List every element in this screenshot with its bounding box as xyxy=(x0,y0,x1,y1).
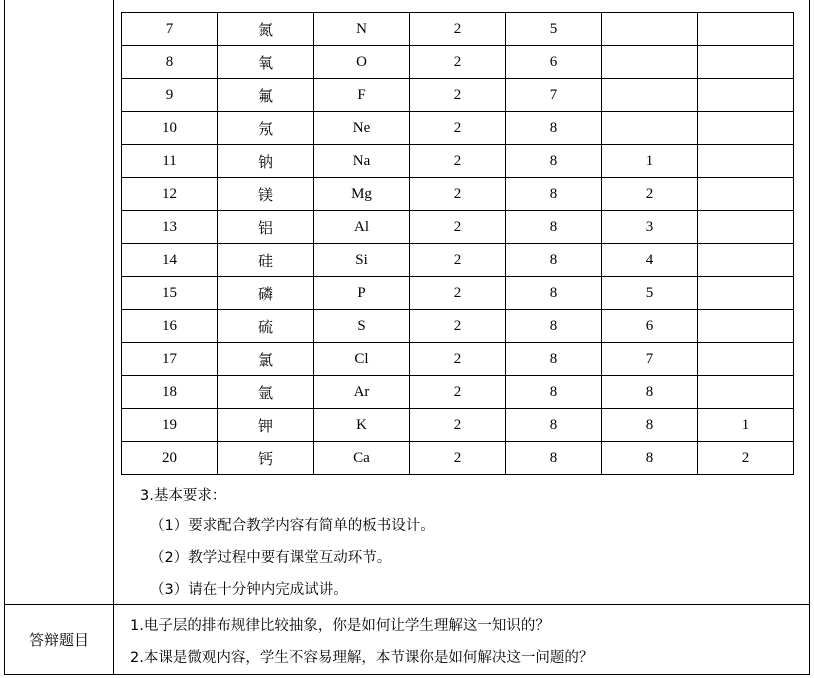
table-cell: 硫 xyxy=(218,310,314,343)
table-cell xyxy=(698,211,794,244)
electron-shell-table xyxy=(121,12,794,475)
table-cell: 8 xyxy=(506,409,602,442)
table-cell: 钾 xyxy=(218,409,314,442)
defense-label: 答辩题目 xyxy=(28,630,89,649)
left-label-column xyxy=(5,0,114,674)
table-cell: 2 xyxy=(698,442,794,475)
requirement-item: （2）教学过程中要有课堂互动环节。 xyxy=(150,550,392,566)
table-cell: 硅 xyxy=(218,244,314,277)
table-cell: N xyxy=(314,13,410,46)
table-cell: 2 xyxy=(410,310,506,343)
table-cell: 6 xyxy=(506,46,602,79)
table-row xyxy=(122,343,794,376)
table-cell: 5 xyxy=(506,13,602,46)
table-cell: 1 xyxy=(698,409,794,442)
table-cell: 2 xyxy=(410,442,506,475)
table-cell: 19 xyxy=(122,409,218,442)
table-cell: 7 xyxy=(122,13,218,46)
defense-question: 1.电子层的排布规律比较抽象，你是如何让学生理解这一知识的？ xyxy=(130,618,550,634)
table-cell xyxy=(698,112,794,145)
table-cell: F xyxy=(314,79,410,112)
table-cell: 7 xyxy=(602,343,698,376)
table-cell: 镁 xyxy=(218,178,314,211)
table-cell: 8 xyxy=(506,145,602,178)
table-cell: 钠 xyxy=(218,145,314,178)
table-cell: 8 xyxy=(602,442,698,475)
table-cell: 9 xyxy=(122,79,218,112)
table-cell: 2 xyxy=(410,178,506,211)
table-cell: 4 xyxy=(602,244,698,277)
table-cell: 8 xyxy=(506,277,602,310)
row-divider xyxy=(5,604,809,605)
table-cell: 8 xyxy=(506,343,602,376)
table-cell: 氧 xyxy=(218,46,314,79)
table-cell: Ne xyxy=(314,112,410,145)
table-cell: 1 xyxy=(602,145,698,178)
table-cell: Na xyxy=(314,145,410,178)
table-cell: Cl xyxy=(314,343,410,376)
table-cell: 氩 xyxy=(218,376,314,409)
table-cell: 8 xyxy=(506,178,602,211)
table-cell: 16 xyxy=(122,310,218,343)
table-cell: 8 xyxy=(506,211,602,244)
table-cell: 3 xyxy=(602,211,698,244)
table-cell xyxy=(602,112,698,145)
table-cell: 2 xyxy=(410,13,506,46)
table-row xyxy=(122,442,794,475)
table-cell: 氟 xyxy=(218,79,314,112)
table-cell: Ca xyxy=(314,442,410,475)
table-cell xyxy=(602,79,698,112)
table-cell: Si xyxy=(314,244,410,277)
table-row xyxy=(122,145,794,178)
table-cell: 2 xyxy=(410,376,506,409)
table-cell xyxy=(698,46,794,79)
table-cell: 8 xyxy=(506,244,602,277)
table-cell: 2 xyxy=(410,409,506,442)
table-row xyxy=(122,112,794,145)
table-cell: 2 xyxy=(410,112,506,145)
table-row xyxy=(122,409,794,442)
table-cell: 18 xyxy=(122,376,218,409)
table-cell: P xyxy=(314,277,410,310)
table-cell: 2 xyxy=(410,244,506,277)
table-cell: 8 xyxy=(506,112,602,145)
requirement-item: （3）请在十分钟内完成试讲。 xyxy=(150,582,348,598)
table-cell: 2 xyxy=(410,46,506,79)
table-cell: 8 xyxy=(602,409,698,442)
table-cell: 钙 xyxy=(218,442,314,475)
table-cell: 5 xyxy=(602,277,698,310)
table-cell: 14 xyxy=(122,244,218,277)
requirements-heading: 3.基本要求： xyxy=(140,488,227,504)
table-cell: 8 xyxy=(506,310,602,343)
table-cell: 氮 xyxy=(218,13,314,46)
table-row xyxy=(122,211,794,244)
table-cell xyxy=(698,310,794,343)
table-cell: 2 xyxy=(410,145,506,178)
table-cell: 2 xyxy=(410,343,506,376)
table-cell: 12 xyxy=(122,178,218,211)
table-cell xyxy=(698,145,794,178)
table-cell: Al xyxy=(314,211,410,244)
table-cell: 氖 xyxy=(218,112,314,145)
table-cell: 铝 xyxy=(218,211,314,244)
table-cell: 氯 xyxy=(218,343,314,376)
table-cell: K xyxy=(314,409,410,442)
table-row xyxy=(122,376,794,409)
table-row xyxy=(122,178,794,211)
table-cell xyxy=(698,343,794,376)
table-cell xyxy=(602,13,698,46)
table-cell xyxy=(698,79,794,112)
table-cell xyxy=(602,46,698,79)
table-cell: 20 xyxy=(122,442,218,475)
table-cell xyxy=(698,178,794,211)
table-cell: Mg xyxy=(314,178,410,211)
table-row xyxy=(122,79,794,112)
table-cell: 磷 xyxy=(218,277,314,310)
table-cell: 8 xyxy=(506,442,602,475)
table-row xyxy=(122,277,794,310)
table-cell: O xyxy=(314,46,410,79)
table-cell: 6 xyxy=(602,310,698,343)
table-cell: 2 xyxy=(410,211,506,244)
requirement-item: （1）要求配合教学内容有简单的板书设计。 xyxy=(150,518,435,534)
table-row xyxy=(122,244,794,277)
table-cell: 11 xyxy=(122,145,218,178)
table-cell xyxy=(698,244,794,277)
table-cell: 2 xyxy=(410,277,506,310)
table-cell xyxy=(698,13,794,46)
table-cell: 8 xyxy=(122,46,218,79)
table-cell: 13 xyxy=(122,211,218,244)
table-cell: Ar xyxy=(314,376,410,409)
table-row xyxy=(122,46,794,79)
table-cell: 2 xyxy=(410,79,506,112)
table-cell: 8 xyxy=(506,376,602,409)
table-cell: 17 xyxy=(122,343,218,376)
table-cell: 7 xyxy=(506,79,602,112)
table-row xyxy=(122,13,794,46)
defense-question: 2.本课是微观内容，学生不容易理解，本节课你是如何解决这一问题的？ xyxy=(130,650,594,666)
table-cell xyxy=(698,277,794,310)
table-row xyxy=(122,310,794,343)
table-cell: 8 xyxy=(602,376,698,409)
table-cell: 2 xyxy=(602,178,698,211)
table-cell: 10 xyxy=(122,112,218,145)
table-cell: 15 xyxy=(122,277,218,310)
table-cell: S xyxy=(314,310,410,343)
table-cell xyxy=(698,376,794,409)
